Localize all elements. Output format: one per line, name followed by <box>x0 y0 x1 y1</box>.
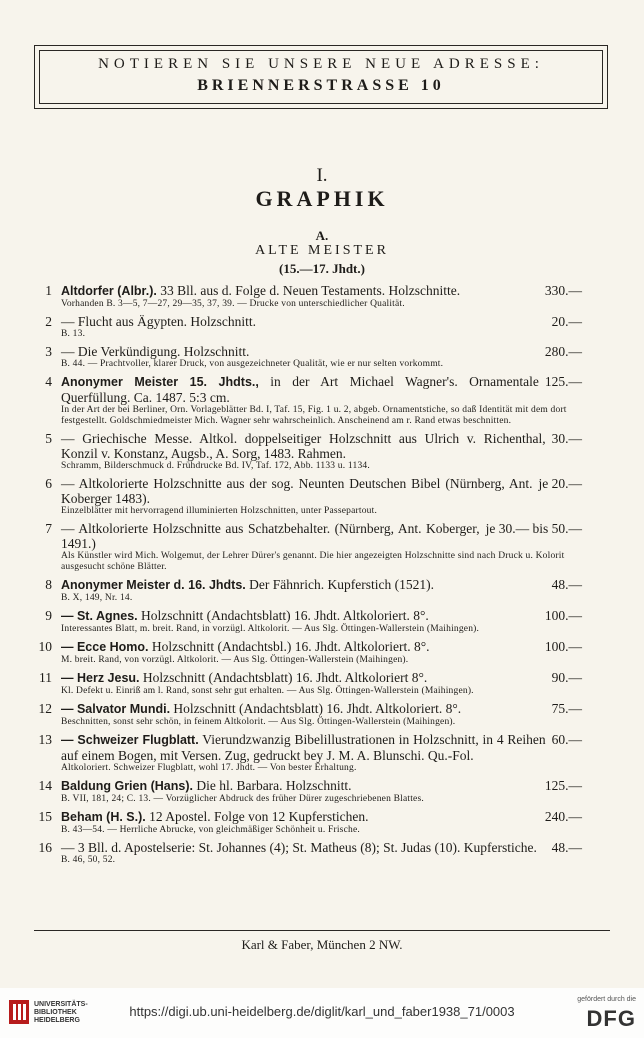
entry-text: Holzschnitt (Andachtsblatt) 16. Jhdt. Altkoloriert. 8°. <box>173 701 462 716</box>
entry-artist: Anonymer Meister 15. Jhdts., <box>61 375 259 389</box>
entry-note: Als Künstler wird Mich. Wolgemut, der Lehrer Dürer's genannt. Die hier angezeigten Holzschnitte sind nach Druck u. Kolorit ausgesucht schöne Blätter. <box>61 551 565 572</box>
entry-note: B. 44. — Prachtvoller, klarer Druck, von ausgezeichneter Qualität, wie er nur selten vorkommt. <box>61 359 444 369</box>
address-notice-box <box>34 45 608 109</box>
entry-text: — Griechische Messe. Altkol. doppelseitiger Holzschnitt aus Ulrich v. Richenthal, Konzil v. Konstanz, Augsb., A. Sorg, 1483. Rahmen. <box>61 431 546 461</box>
section-number: I. <box>316 165 328 186</box>
entry-note: M. breit. Rand, von vorzügl. Altkolorit. — Aus Slg. Öttingen-Wallerstein (Maihingen). <box>61 655 409 665</box>
catalog-entry <box>0 639 644 666</box>
entry-description <box>61 374 582 405</box>
entry-price: je 20.— <box>538 476 582 491</box>
catalog-entry <box>0 283 644 310</box>
page-footer: Karl & Faber, München 2 NW. <box>241 937 403 952</box>
entry-number: 14 <box>38 778 52 793</box>
entry-text: Holzschnitt (Andachtsblatt) 16. Jhdt. Altkoloriert. 8°. <box>141 608 429 623</box>
entry-text: Der Fähnrich. Kupferstich (1521). <box>249 577 434 592</box>
catalog-entry <box>0 476 644 517</box>
subsection-period: (15.—17. Jhdt.) <box>279 261 365 276</box>
entry-note: Interessantes Blatt, m. breit. Rand, in vorzügl. Altkolorit. — Aus Slg. Öttingen-Wallerstein (Maihingen). <box>61 624 480 634</box>
entry-number: 13 <box>38 732 52 747</box>
entry-description <box>61 476 582 506</box>
section-title: GRAPHIK <box>255 186 389 211</box>
entry-number: 11 <box>39 670 52 685</box>
page-url[interactable]: https://digi.ub.uni-heidelberg.de/diglit/karl_und_faber1938_71/0003 <box>129 1004 515 1019</box>
entry-artist: Baldung Grien (Hans). <box>61 779 193 793</box>
entry-artist: — Herz Jesu. <box>61 671 140 685</box>
catalog-entry <box>0 577 644 604</box>
entry-text: — Altkolorierte Holzschnitte aus der sog. Neunten Deutschen Bibel (Nürnberg, Ant. Koberger 1483). <box>61 476 533 506</box>
entry-text: Vierundzwanzig Bibelillustrationen in Holzschnitt, in 4 Reihen auf einem Bogen, mit Versen. Zug, gedruckt bey J. M. A. Blunschi. Qu.-Fol. <box>61 732 546 763</box>
catalog-entry <box>0 670 644 697</box>
notice-heading: NOTIEREN SIE UNSERE NEUE ADRESSE: <box>98 56 544 72</box>
catalog-entry <box>0 840 644 866</box>
entry-price: 330.— <box>544 283 582 298</box>
catalog-entry <box>0 431 644 472</box>
entry-price: 240.— <box>544 809 582 824</box>
catalog-entry <box>0 314 644 340</box>
entry-note: B. 46, 50, 52. <box>61 855 116 865</box>
entry-note: B. X, 149, Nr. 14. <box>61 593 133 603</box>
subsection-letter: A. <box>315 228 329 243</box>
entry-description <box>61 577 582 593</box>
entry-artist: Beham (H. S.). <box>61 810 146 824</box>
entry-description <box>61 608 582 624</box>
catalog-entries <box>0 283 644 870</box>
catalog-entry <box>0 701 644 728</box>
entry-description <box>61 670 582 686</box>
entry-note: B. 43—54. — Herrliche Abrucke, von gleichmäßiger Schönheit u. Frische. <box>61 825 360 835</box>
entry-price: je 30.— bis 50.— <box>485 521 582 536</box>
entry-price: 48.— <box>551 840 582 855</box>
entry-price: 60.— <box>551 732 582 747</box>
entry-description <box>61 840 582 855</box>
entry-description <box>61 521 582 551</box>
entry-number: 6 <box>45 476 52 491</box>
entry-artist: — Salvator Mundi. <box>61 702 171 716</box>
entry-number: 10 <box>38 639 52 654</box>
entry-number: 15 <box>38 809 52 824</box>
entry-number: 5 <box>45 431 52 446</box>
entry-text: — Altkolorierte Holzschnitte aus Schatzbehalter. (Nürnberg, Ant. Koberger, 1491.) <box>61 521 480 551</box>
entry-description <box>61 431 582 461</box>
entry-note: Vorhanden B. 3—5, 7—27, 29—35, 37, 39. — Drucke von unterschiedlicher Qualität. <box>61 299 405 309</box>
entry-number: 4 <box>45 374 52 389</box>
entry-price: 280.— <box>544 344 582 359</box>
entry-number: 3 <box>45 344 52 359</box>
entry-text: Die hl. Barbara. Holzschnitt. <box>196 778 352 793</box>
entry-number: 8 <box>45 577 52 592</box>
entry-price: 100.— <box>544 608 582 623</box>
entry-text: Holzschnitt (Andachtsblatt) 16. Jhdt. Altkoloriert 8°. <box>142 670 428 685</box>
entry-description <box>61 809 582 825</box>
funded-by-label: gefördert durch die <box>577 996 636 1003</box>
entry-note: Schramm, Bilderschmuck d. Frühdrucke Bd. IV, Taf. 172, Abb. 1133 u. 1134. <box>61 461 370 471</box>
entry-description <box>61 732 582 763</box>
entry-artist: — St. Agnes. <box>61 609 138 623</box>
dfg-logo: DFG <box>586 1006 636 1031</box>
library-name: UNIVERSITÄTS- BIBLIOTHEK HEIDELBERG <box>34 1001 88 1024</box>
entry-price: 100.— <box>544 639 582 654</box>
entry-price: 125.— <box>544 374 582 389</box>
catalog-entry <box>0 521 644 573</box>
entry-artist: Altdorfer (Albr.). <box>61 284 157 298</box>
entry-text: 33 Bll. aus d. Folge d. Neuen Testaments. Holzschnitte. <box>160 283 461 298</box>
entry-number: 9 <box>45 608 52 623</box>
entry-artist: Anonymer Meister d. 16. Jhdts. <box>61 578 246 592</box>
entry-description <box>61 344 582 359</box>
entry-price: 48.— <box>551 577 582 592</box>
entry-description <box>61 778 582 794</box>
entry-description <box>61 701 582 717</box>
catalog-entry <box>0 809 644 836</box>
entry-number: 1 <box>45 283 52 298</box>
entry-note: Beschnitten, sonst sehr schön, in feinem Altkolorit. — Aus Slg. Öttingen-Wallerstein (Maihingen). <box>61 717 456 727</box>
entry-price: 75.— <box>551 701 582 716</box>
entry-artist: — Schweizer Flugblatt. <box>61 733 199 747</box>
entry-price: 20.— <box>551 314 582 329</box>
entry-price: 30.— <box>551 431 582 446</box>
entry-description <box>61 639 582 655</box>
entry-number: 16 <box>38 840 52 855</box>
entry-artist: — Ecce Homo. <box>61 640 149 654</box>
entry-note: B. 13. <box>61 329 86 339</box>
catalog-entry <box>0 732 644 774</box>
entry-note: In der Art der bei Berliner, Orn. Vorlageblätter Bd. I, Taf. 15, Fig. 1 u. 2, abgeb. Ornamentstiche, so daß Identität mit dem dort festgestellt. Goldschmiedmeister Mich. Wagner sehr wahrscheinlich. Anscheinend am r. Rand etwas beschnitten. <box>61 405 567 426</box>
entry-text: 12 Apostel. Folge von 12 Kupferstichen. <box>149 809 369 824</box>
catalog-entry <box>0 374 644 427</box>
entry-text: — Die Verkündigung. Holzschnitt. <box>61 344 250 359</box>
notice-address: BRIENNERSTRASSE 10 <box>197 77 445 94</box>
entry-text: Holzschnitt (Andachtsbl.) 16. Jhdt. Altkoloriert. 8°. <box>151 639 430 654</box>
entry-text: — 3 Bll. d. Apostelserie: St. Johannes (4); St. Matheus (8); St. Judas (10). Kupferstiche. <box>61 840 537 855</box>
entry-description <box>61 283 582 299</box>
catalog-entry <box>0 778 644 805</box>
entry-price: 90.— <box>551 670 582 685</box>
entry-note: B. VII, 181, 24; C. 13. — Vorzüglicher Abdruck des früher Dürer zugeschriebenen Blattes. <box>61 794 424 804</box>
entry-number: 2 <box>45 314 52 329</box>
entry-note: Kl. Defekt u. Einriß am l. Rand, sonst sehr gut erhalten. — Aus Slg. Öttingen-Wallerstein (Maihingen). <box>61 686 474 696</box>
entry-note: Einzelblätter mit hervorragend illuminierten Holzschnitten, unter Passepartout. <box>61 506 378 516</box>
entry-note: Altkoloriert. Schweizer Flugblatt, wohl 17. Jhdt. — Von bester Erhaltung. <box>61 763 357 773</box>
subsection-title: ALTE MEISTER <box>255 243 389 258</box>
entry-number: 12 <box>38 701 52 716</box>
entry-description <box>61 314 582 329</box>
entry-price: 125.— <box>544 778 582 793</box>
catalog-entry <box>0 344 644 370</box>
entry-text: — Flucht aus Ägypten. Holzschnitt. <box>61 314 256 329</box>
catalog-entry <box>0 608 644 635</box>
viewer-bar <box>0 988 644 1038</box>
footer-rule <box>34 930 610 931</box>
entry-number: 7 <box>45 521 52 536</box>
entry-text: in der Art Michael Wagner's. Ornamentale Querfüllung. Ca. 1487. 5:3 cm. <box>61 374 539 405</box>
